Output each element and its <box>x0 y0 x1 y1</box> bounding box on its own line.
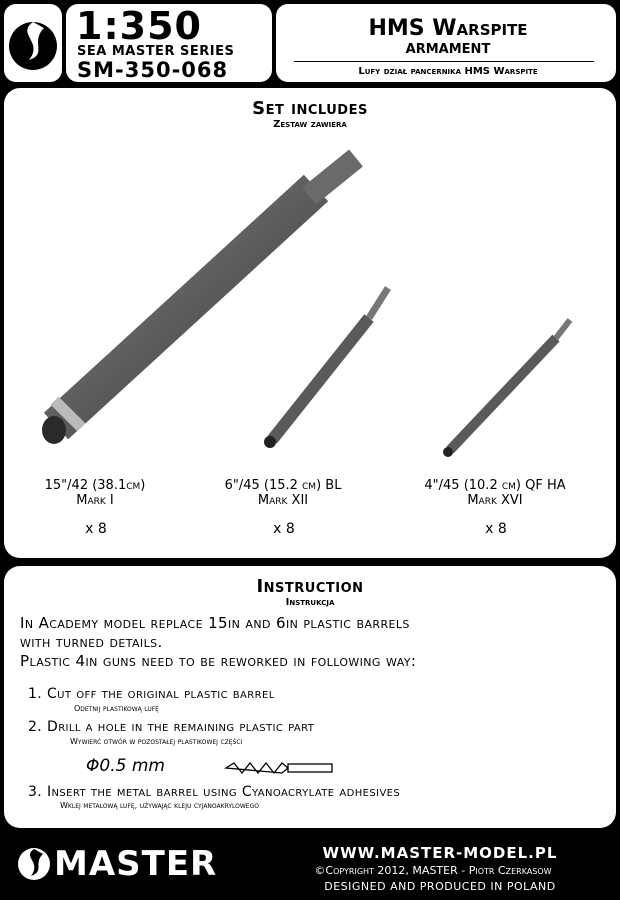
website-url: WWW.MASTER-MODEL.PL <box>322 844 558 862</box>
brand-name: MASTER <box>54 844 218 884</box>
master-footer-logo-icon <box>16 846 52 882</box>
copyright: ©Copyright 2012, MASTER - Piotr Czerkasow <box>314 864 552 877</box>
instruction-panel <box>4 566 616 828</box>
item-qty: x 8 <box>485 521 507 537</box>
intro-line-1: In Academy model replace 15in and 6in plastic barrels <box>20 614 410 632</box>
logo-panel <box>4 4 62 82</box>
item-caliber: 15"/42 (38.1cm) <box>44 478 146 493</box>
subtitle-pl: Lufy dział pancernika HMS Warspite <box>358 66 538 77</box>
series-label: SEA MASTER SERIES <box>77 44 235 59</box>
step-2-pl: Wywierć otwór w pozostałej plastikowej części <box>70 737 243 746</box>
item-caliber: 4"/45 (10.2 cm) QF HA <box>424 478 566 493</box>
item-qty: x 8 <box>273 521 295 537</box>
instruction-title: Instruction <box>256 576 364 597</box>
ship-name: HMS Warspite <box>368 16 528 41</box>
title-divider <box>294 61 594 62</box>
step-3: 3. Insert the metal barrel using Cyanoacrylate adhesives <box>28 784 401 800</box>
scale-label: 1:350 <box>76 4 202 48</box>
drill-size: Φ0.5 mm <box>86 756 165 776</box>
produced-in: DESIGNED AND PRODUCED IN POLAND <box>324 880 556 893</box>
barrel-6in-icon <box>264 288 388 448</box>
item-mark: Mark XVI <box>467 493 523 508</box>
armament-label: ARMAMENT <box>405 42 491 57</box>
barrel-4in-icon <box>443 320 570 457</box>
step-2: 2. Drill a hole in the remaining plastic part <box>28 719 315 735</box>
barrels-illustration <box>4 148 616 528</box>
master-logo-icon <box>4 4 62 82</box>
intro-line-3: Plastic 4in guns need to be reworked in following way: <box>20 652 417 670</box>
set-title-pl: Zestaw zawiera <box>273 119 347 130</box>
item-qty: x 8 <box>85 521 107 537</box>
drill-bit-icon <box>224 760 334 776</box>
step-3-pl: Wklej metalową lufę, używając kleju cyjanoakrylowego <box>60 801 259 810</box>
footer <box>0 832 620 900</box>
step-1-pl: Odetnij plastikową lufę <box>74 704 159 713</box>
item-caliber: 6"/45 (15.2 cm) BL <box>224 478 342 493</box>
item-4in <box>400 478 590 508</box>
item-6in <box>188 478 378 508</box>
step-1: 1. Cut off the original plastic barrel <box>28 686 275 702</box>
instruction-title-pl: Instrukcja <box>285 597 335 608</box>
item-mark: Mark XII <box>257 493 309 508</box>
product-code: SM-350-068 <box>77 58 229 82</box>
intro-line-2: with turned details. <box>20 633 163 651</box>
set-title: Set includes <box>252 98 368 119</box>
item-mark: Mark I <box>76 493 114 508</box>
set-panel <box>4 88 616 558</box>
item-15in <box>0 478 190 508</box>
